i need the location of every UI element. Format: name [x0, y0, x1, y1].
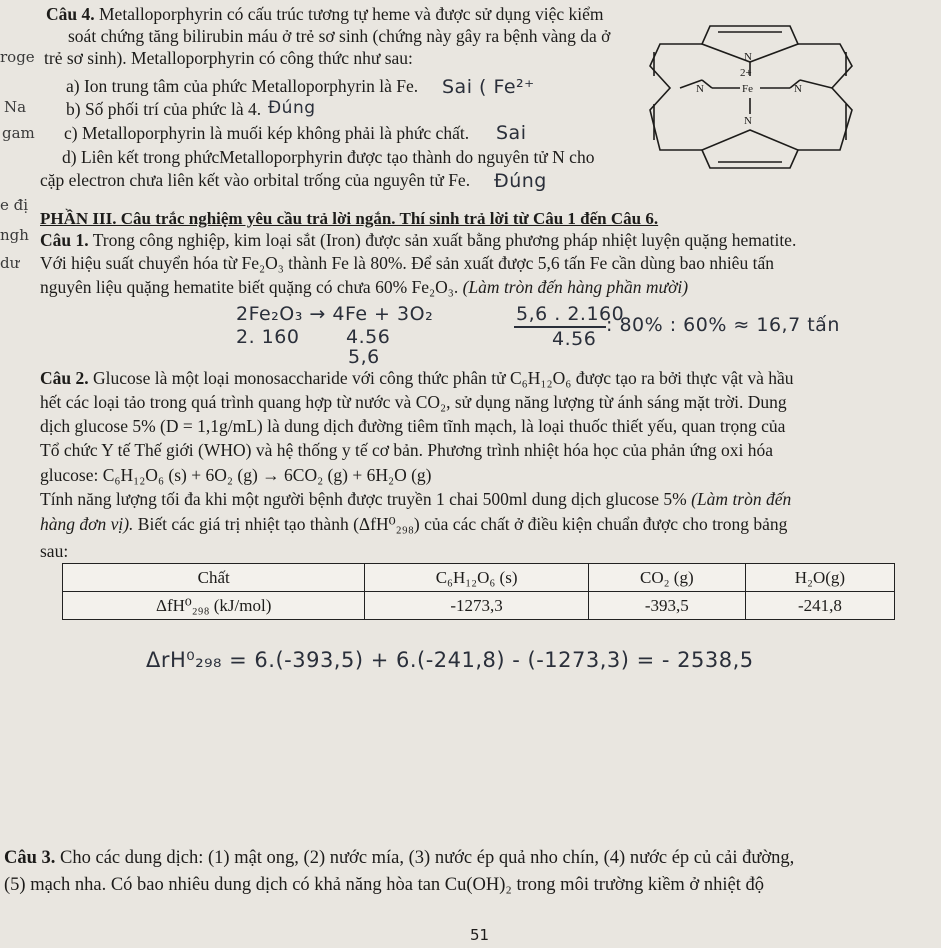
q3-text: Cho các dung dịch: (1) mật ong, (2) nước mía, (3) nước ép quả nho chín, (4) nước ép củ cải đường, — [60, 848, 795, 868]
q4-line3: trẻ sơ sinh). Metalloporphyrin có công thức như sau: — [44, 48, 413, 68]
q2-text: Glucose là một loại monosaccharide với công thức phân tử C₆H₁₂O₆ được tạo ra bởi thực vật và hầu — [93, 368, 794, 388]
nitrogen-label: N — [744, 51, 752, 63]
enthalpy-table — [62, 563, 895, 620]
q4-note-b: Đúng — [268, 98, 316, 118]
q4-text: Metalloporphyrin có cấu trúc tương tự heme và được sử dụng việc kiểm — [99, 4, 604, 24]
q4-note-d: Đúng — [494, 170, 547, 192]
q4-option-b: b) Số phối trí của phức là 4. — [66, 99, 262, 119]
q1-line1 — [40, 230, 796, 251]
q2-hw-calculation: ΔrH⁰₂₉₈ = 6.(-393,5) + 6.(-241,8) - (-1273,3) = - 2538,5 — [146, 648, 754, 672]
q4-line1 — [46, 4, 604, 25]
table-cell: ΔfH⁰₂₉₈ (kJ/mol) — [63, 592, 365, 620]
table-header-cell: H₂O(g) — [745, 564, 894, 592]
table-cell: -241,8 — [745, 592, 894, 620]
q4-option-c: c) Metalloporphyrin là muối kép không phải là phức chất. — [64, 123, 470, 143]
q1-hw-result: : 80% : 60% ≈ 16,7 tấn — [606, 314, 840, 336]
q1-hw-fraction-den: 4.56 — [552, 328, 597, 350]
q3-line1 — [4, 848, 794, 869]
table-cell: -393,5 — [588, 592, 745, 620]
q2-line6 — [40, 489, 791, 510]
q3-line2: (5) mạch nha. Có bao nhiêu dung dịch có khả năng hòa tan Cu(OH)₂ trong môi trường kiềm ở nhiệt độ — [4, 875, 764, 895]
q2-line3: dịch glucose 5% (D = 1,1g/mL) là dung dịch đường tiêm tĩnh mạch, là loại thuốc thiết yếu, quan trọng của — [40, 416, 786, 436]
q2-rounding-note: (Làm tròn đến — [691, 489, 792, 509]
iron-label: Fe — [742, 83, 753, 95]
q2-title: Câu 2. — [40, 368, 89, 388]
table-header-cell: Chất — [63, 564, 365, 592]
q2-line1 — [40, 368, 793, 389]
nitrogen-label: N — [794, 83, 802, 95]
q4-note-a: Sai ( Fe²⁺ — [442, 76, 535, 98]
q2-line7 — [40, 514, 787, 535]
q4-note-c: Sai — [496, 122, 527, 144]
table-header-row — [63, 564, 895, 592]
margin-fragment: e đị — [0, 196, 29, 214]
q2-line8: sau: — [40, 541, 69, 561]
margin-fragment: Na — [4, 98, 27, 116]
q1-text: Trong công nghiệp, kim loại sắt (Iron) được sản xuất bằng phương pháp nhiệt luyện quặng hematite. — [92, 230, 797, 250]
q1-hw-equation: 2Fe₂O₃ → 4Fe + 3O₂ — [236, 303, 434, 325]
q2-line4: Tổ chức Y tế Thế giới (WHO) và hệ thống y tế cơ bản. Phương trình nhiệt hóa học của phản ứng oxi hóa — [40, 440, 774, 460]
margin-fragment: ngh — [0, 226, 29, 244]
q2-line2: hết các loại tảo trong quá trình quang hợp từ nước và CO₂, sử dụng năng lượng từ ánh sáng mặt trời. Dung — [40, 392, 787, 412]
nitrogen-label: N — [696, 83, 704, 95]
q1-hw-mass: 4.56 — [346, 326, 391, 348]
table-header-cell: CO₂ (g) — [588, 564, 745, 592]
q4-line2: soát chứng tăng bilirubin máu ở trẻ sơ sinh (chứng này gây ra bệnh vàng da ở — [68, 26, 611, 46]
margin-fragment: dư — [0, 254, 20, 272]
q3-title: Câu 3. — [4, 848, 56, 868]
table-cell: -1273,3 — [365, 592, 588, 620]
page-number: 51 — [470, 926, 490, 944]
q1-hw-mass: 5,6 — [348, 346, 380, 368]
q4-option-d2: cặp electron chưa liên kết vào orbital trống của nguyên tử Fe. — [40, 170, 471, 190]
q1-hw-mass: 2. 160 — [236, 326, 300, 348]
section-title: PHẦN III. Câu trắc nghiệm yêu cầu trả lời ngắn. Thí sinh trả lời từ Câu 1 đến Câu 6. — [40, 209, 659, 228]
q2-rounding-note-end: hàng đơn vị). — [40, 514, 134, 534]
q2-line5: glucose: C₆H₁₂O₆ (s) + 6O₂ (g) → 6CO₂ (g) + 6H₂O (g) — [40, 465, 432, 485]
metalloporphyrin-structure — [640, 18, 860, 178]
margin-fragment: roge — [0, 48, 35, 66]
q4-option-a: a) Ion trung tâm của phức Metalloporphyrin là Fe. — [66, 76, 419, 96]
q1-text3: nguyên liệu quặng hematite biết quặng có chưa 60% Fe₂O₃. — [40, 277, 459, 297]
q1-line2: Với hiệu suất chuyển hóa từ Fe₂O₃ thành Fe là 80%. Để sản xuất được 5,6 tấn Fe cần dùng bao nhiêu tấn — [40, 253, 774, 273]
q2-text7: Biết các giá trị nhiệt tạo thành (ΔfH⁰₂₉₈) của các chất ở điều kiện chuẩn được cho trong bảng — [137, 514, 788, 534]
nitrogen-label: N — [744, 115, 752, 127]
q1-title: Câu 1. — [40, 230, 89, 250]
q4-option-d1: d) Liên kết trong phứcMetalloporphyrin được tạo thành do nguyên tử N cho — [62, 147, 595, 167]
margin-fragment: gam — [2, 124, 35, 142]
table-header-cell: C₆H₁₂O₆ (s) — [365, 564, 588, 592]
q1-rounding-note: (Làm tròn đến hàng phần mười) — [462, 277, 689, 297]
table-row — [63, 592, 895, 620]
q1-line3 — [40, 277, 688, 298]
q4-title: Câu 4. — [46, 4, 95, 24]
charge-label: 2+ — [740, 67, 752, 79]
q2-text6: Tính năng lượng tối đa khi một người bệnh được truyền 1 chai 500ml dung dịch glucose 5% — [40, 489, 687, 509]
q1-hw-fraction-num: 5,6 . 2.160 — [516, 303, 625, 325]
